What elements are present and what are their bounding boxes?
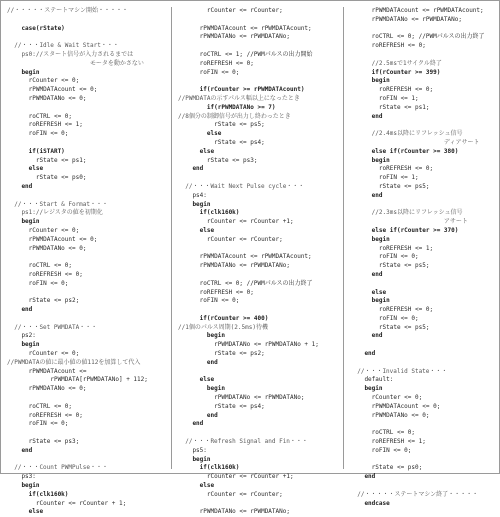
code-line: rPWMDATANo <= rPWMDATANo;: [178, 33, 290, 41]
code-line: roREFRESH <= 0;: [350, 42, 426, 50]
code-line: [350, 341, 499, 350]
code-line: [350, 482, 499, 491]
code-line: roCTRL <= 0;: [7, 262, 73, 270]
code-line: end: [178, 420, 204, 428]
code-comment-line: //PWMDATAの値に最小値の値112を加算して代入: [7, 358, 141, 366]
code-line: if(clk160k): [178, 209, 240, 217]
code-line: rPWMDATAcount <=: [7, 367, 87, 375]
code-line: [178, 306, 343, 315]
code-line: rState <= ps5;: [350, 323, 430, 331]
code-column-right: [343, 7, 499, 507]
code-line: end: [350, 350, 376, 358]
code-line: if(iSTART): [7, 147, 65, 155]
code-line: [178, 271, 343, 280]
code-line: rPWMDATANo <= 0;: [7, 244, 87, 252]
code-line: [178, 77, 343, 86]
code-line: else: [7, 165, 44, 173]
code-line: roREFRESH <= 1;: [350, 438, 426, 446]
code-line: ps5:: [178, 446, 207, 454]
code-line: begin: [178, 200, 211, 208]
code-line: roREFRESH <= 0;: [7, 411, 83, 419]
code-line: end: [350, 112, 383, 120]
code-line: roFIN <= 1;: [350, 174, 419, 182]
code-line: roCTRL <= 0;: [7, 402, 73, 410]
code-line: else: [178, 226, 215, 234]
code-comment-line: モータを動かさない: [7, 59, 144, 67]
code-line: rPWMDATAcount <= rPWMDATAcount;: [350, 7, 484, 14]
code-line: rPWMDATANo <= 0;: [7, 94, 87, 102]
code-comment-line: //2.3ms以降にリフレッシュ信号: [350, 209, 463, 217]
code-line: else: [350, 288, 387, 296]
code-line: [7, 394, 171, 403]
code-line: [178, 174, 343, 183]
code-line: rPWMDATANo <= rPWMDATANo;: [178, 262, 290, 270]
code-line: roFIN <= 0;: [7, 279, 69, 287]
code-line: rState <= ps5;: [350, 262, 430, 270]
code-line: rPWMDATAcount <= 0;: [350, 402, 441, 410]
code-line: if(rCounter >= 399): [350, 68, 441, 76]
code-line: begin: [7, 341, 40, 349]
code-comment-line: //・・・・・ステートマシン終了・・・・・: [350, 490, 479, 498]
code-line: rState <= ps5;: [178, 121, 265, 129]
code-comment-line: //・・・Refresh Signal and Fin・・・: [178, 438, 308, 446]
code-line: begin: [7, 68, 40, 76]
code-line: else: [7, 508, 44, 516]
code-line: rPWMDATANo <= 0;: [7, 385, 87, 393]
code-line: begin: [350, 297, 390, 305]
code-line: [350, 121, 499, 130]
code-line: rCounter <= 0;: [7, 77, 80, 85]
code-comment-line: //・・・Wait Next Pulse cycle・・・: [178, 182, 305, 190]
code-line: roCTRL <= 1; //PWMパルスの出力開始: [178, 50, 313, 58]
code-line: ps4:: [178, 191, 207, 199]
code-comment-line: //・・・Invalid State・・・: [350, 367, 448, 375]
code-line: rPWMDATANo <= rPWMDATANo;: [178, 508, 290, 516]
code-line: [178, 245, 343, 254]
code-column-middle: [171, 7, 343, 516]
code-line: rPWMDATAcount <= 0;: [7, 235, 98, 243]
code-line: rPWMDATANo <= rPWMDATANo;: [178, 394, 305, 402]
code-line: if(rCounter >= 400): [178, 314, 269, 322]
code-line: rPWMDATAcount <= rPWMDATAcount;: [178, 24, 312, 32]
code-line: case(rState): [7, 24, 65, 32]
code-line: begin: [178, 455, 211, 463]
code-line: roFIN <= 0;: [350, 446, 412, 454]
code-line: roREFRESH <= 0;: [178, 59, 254, 67]
code-line: roCTRL <= 0; //PWMパルスの出力終了: [178, 279, 313, 287]
code-line: begin: [7, 218, 40, 226]
code-line: rPWMDATANo <= rPWMDATANo;: [350, 15, 462, 23]
code-line: rState <= ps3;: [178, 156, 258, 164]
code-line: [7, 139, 171, 148]
code-line: roFIN <= 0;: [350, 253, 419, 261]
code-comment-line: //PWMDATAの示すパルス幅以上になったとき: [178, 94, 300, 102]
code-line: rCounter <= rCounter;: [178, 490, 283, 498]
code-line: [7, 429, 171, 438]
code-line: roCTRL <= 0; //PWMパルスの出力終了: [350, 33, 485, 41]
code-line: end: [350, 191, 383, 199]
code-line: roREFRESH <= 1;: [7, 121, 83, 129]
code-line: rCounter <= rCounter;: [178, 235, 283, 243]
code-line: rState <= ps5;: [350, 182, 430, 190]
code-line: roFIN <= 0;: [7, 130, 69, 138]
code-line: [178, 500, 343, 509]
code-line: begin: [178, 385, 225, 393]
code-line: if(rPWMDATANo >= 7): [178, 103, 276, 111]
code-comment-line: //・・・Idle & Wait Start・・・: [7, 42, 119, 50]
code-line: endcase: [350, 499, 390, 507]
code-line: rState <= ps0;: [7, 174, 87, 182]
code-comment-line: //1個のパルス周期(2.5ms)待機: [178, 323, 268, 331]
code-comment-line: //2.5msで1サイクル終了: [350, 59, 442, 67]
code-line: roREFRESH <= 0;: [178, 288, 254, 296]
code-line: else: [178, 482, 215, 490]
code-line: rCounter <= rCounter;: [178, 7, 283, 14]
code-line: [7, 192, 171, 201]
code-line: [7, 289, 171, 298]
code-line: [350, 456, 499, 465]
code-line: rCounter <= rCounter + 1;: [7, 499, 127, 507]
code-line: [350, 201, 499, 210]
code-line: begin: [350, 77, 390, 85]
code-line: [7, 253, 171, 262]
code-line: rState <= ps4;: [178, 138, 265, 146]
code-comment-line: ps1://レジスタの値を初期化: [7, 209, 103, 217]
code-line: end: [350, 473, 376, 481]
code-line: roCTRL <= 0;: [350, 429, 416, 437]
code-line: [178, 429, 343, 438]
code-line: roFIN <= 0;: [178, 68, 240, 76]
code-line: roREFRESH <= 0;: [350, 86, 434, 94]
code-line: rState <= ps1;: [350, 103, 430, 111]
code-line: end: [178, 411, 218, 419]
code-line: [350, 359, 499, 368]
code-line: roFIN <= 0;: [7, 420, 69, 428]
code-line: rState <= ps2;: [7, 297, 80, 305]
code-line: rCounter <= rCounter +1;: [178, 473, 294, 481]
code-line: [7, 33, 171, 42]
code-line: begin: [350, 385, 383, 393]
code-line: [350, 420, 499, 429]
code-line: rPWMDATANo <= rPWMDATANo + 1;: [178, 341, 319, 349]
code-line: end: [7, 182, 33, 190]
code-line: else: [178, 130, 222, 138]
code-line: begin: [178, 332, 225, 340]
code-line: begin: [350, 156, 390, 164]
code-line: roFIN <= 0;: [178, 297, 240, 305]
code-line: if(clk160k): [7, 490, 69, 498]
code-line: roCTRL <= 0;: [7, 112, 73, 120]
code-line: roREFRESH <= 0;: [350, 306, 434, 314]
code-comment-line: //8個分の制御信号が出力し終わったとき: [178, 112, 291, 120]
code-line: end: [350, 332, 383, 340]
code-line: [7, 315, 171, 324]
code-line: end: [178, 358, 218, 366]
code-line: [350, 51, 499, 60]
code-line: end: [7, 306, 33, 314]
code-column-left: [1, 7, 171, 516]
code-line: else: [178, 376, 215, 384]
code-line: roFIN <= 0;: [350, 314, 419, 322]
code-line: rCounter <= rCounter +1;: [178, 218, 294, 226]
code-line: end: [7, 446, 33, 454]
code-line: roREFRESH <= 0;: [7, 270, 83, 278]
code-comment-line: //・・・Set PWMDATA・・・: [7, 323, 98, 331]
code-line: begin: [350, 235, 390, 243]
code-line: else: [178, 147, 215, 155]
code-comment-line: //・・・Start & Format・・・: [7, 200, 109, 208]
code-line: rPWMDATANo <= 0;: [350, 411, 430, 419]
code-comment-line: ps0://スタート信号が入力されるまでは: [7, 50, 134, 58]
code-line: rCounter <= 0;: [350, 394, 423, 402]
code-line: rState <= ps4;: [178, 402, 265, 410]
code-line: roREFRESH <= 0;: [350, 165, 434, 173]
code-line: [7, 456, 171, 465]
code-line: [7, 16, 171, 25]
code-line: rState <= ps1;: [7, 156, 87, 164]
code-line: begin: [7, 482, 40, 490]
code-line: rState <= ps0;: [350, 464, 423, 472]
code-comment-line: //・・・Count PWMPulse・・・: [7, 464, 109, 472]
code-line: ps3:: [7, 473, 36, 481]
code-line: rPWMDATA[rPWMDATANo] + 112;: [7, 376, 148, 384]
code-line: [178, 368, 343, 377]
code-line: [350, 280, 499, 289]
code-comment-line: //・・・・・ステートマシン開始・・・・・: [7, 7, 128, 14]
code-line: if(rCounter >= rPWMDATAcount): [178, 86, 305, 94]
code-comment-line: //2.4ms以降にリフレッシュ信号: [350, 130, 463, 138]
code-line: default:: [350, 376, 394, 384]
code-line: end: [178, 165, 204, 173]
code-line: rPWMDATAcount <= rPWMDATAcount;: [178, 253, 312, 261]
code-line: else if(rCounter >= 370): [350, 226, 459, 234]
code-comment-line: アサート: [350, 218, 468, 226]
code-comment-line: ディアサート: [350, 138, 480, 146]
code-line: [7, 104, 171, 113]
code-line: rState <= ps2;: [178, 350, 265, 358]
code-line: end: [350, 270, 383, 278]
code-line: roREFRESH <= 1;: [350, 244, 434, 252]
code-line: rPWMDATAcount <= 0;: [7, 86, 98, 94]
code-line: else if(rCounter >= 380): [350, 147, 459, 155]
code-line: roFIN <= 1;: [350, 94, 419, 102]
code-line: ps2:: [7, 332, 36, 340]
code-line: [178, 16, 343, 25]
code-line: rState <= ps3;: [7, 438, 80, 446]
code-line: if(clk160k): [178, 464, 240, 472]
code-line: rCounter <= 0;: [7, 226, 80, 234]
code-line: [178, 42, 343, 51]
code-line: rCounter <= 0;: [7, 350, 80, 358]
